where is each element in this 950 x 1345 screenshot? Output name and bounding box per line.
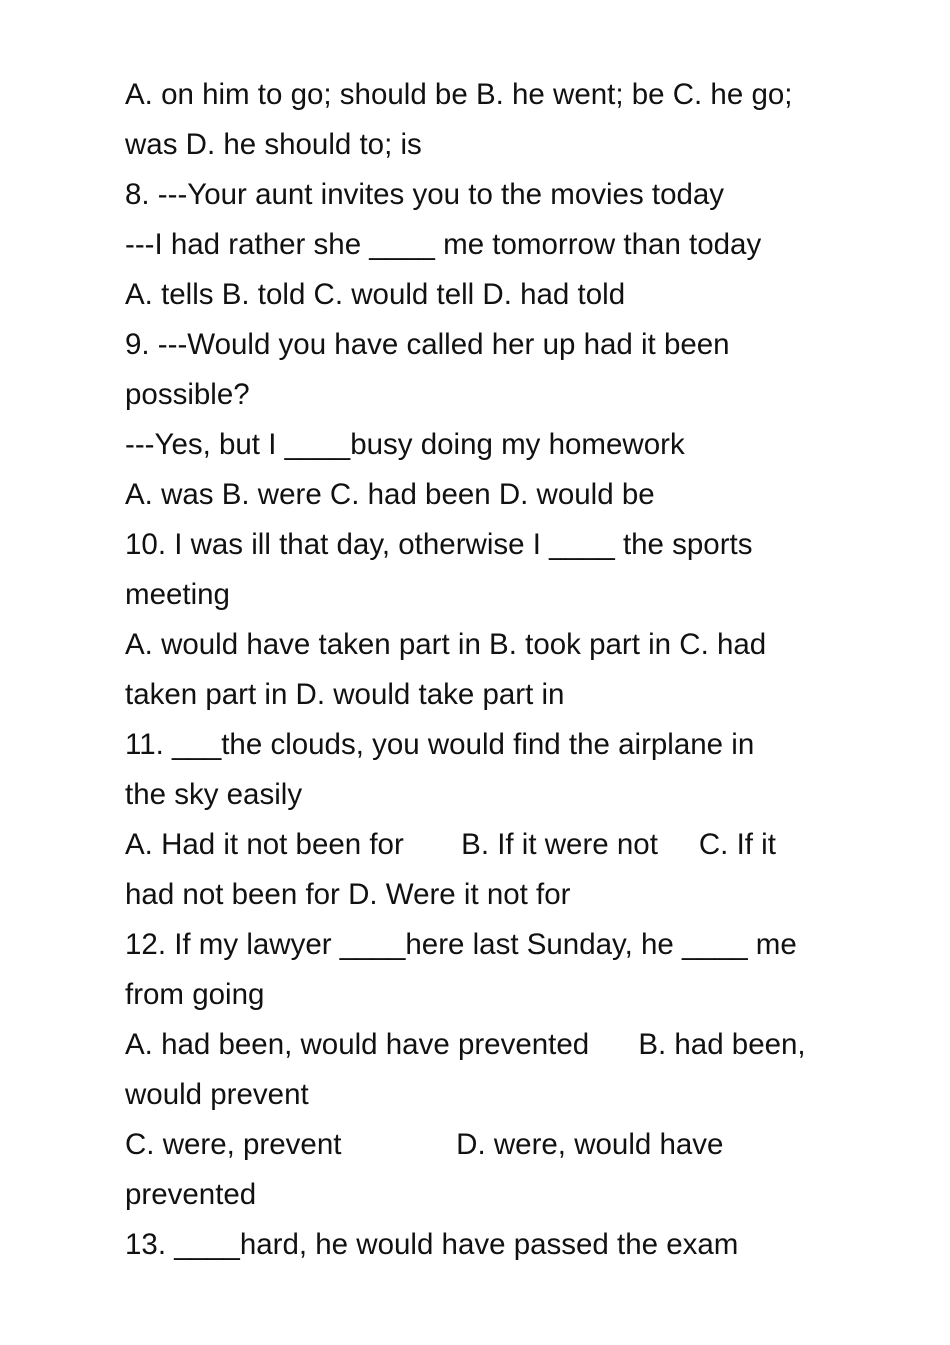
question-8: 8. ---Your aunt invites you to the movies today bbox=[125, 178, 725, 211]
text-line: prevented bbox=[125, 1178, 257, 1211]
options-11: A. Had it not been for B. If it were not C. If it bbox=[125, 828, 776, 861]
text-line: from going bbox=[125, 978, 265, 1011]
text-line: C. were, prevent D. were, would have bbox=[125, 1128, 724, 1161]
document-text bbox=[125, 70, 865, 1270]
text-line: ---Yes, but I ____busy doing my homework bbox=[125, 428, 685, 461]
question-10: 10. I was ill that day, otherwise I ____ the sports bbox=[125, 528, 753, 561]
text-line: would prevent bbox=[125, 1078, 309, 1111]
text-line: had not been for D. Were it not for bbox=[125, 878, 571, 911]
options-10: A. would have taken part in B. took part in C. had bbox=[125, 628, 767, 661]
options-8: A. tells B. told C. would tell D. had told bbox=[125, 278, 626, 311]
text-line: meeting bbox=[125, 578, 230, 611]
options-9: A. was B. were C. had been D. would be bbox=[125, 478, 655, 511]
text-line: A. on him to go; should be B. he went; be C. he go; bbox=[125, 78, 793, 111]
text-line: the sky easily bbox=[125, 778, 303, 811]
text-line: ---I had rather she ____ me tomorrow than today bbox=[125, 228, 762, 261]
options-12: A. had been, would have prevented B. had been, bbox=[125, 1028, 806, 1061]
question-11: 11. ___the clouds, you would find the airplane in bbox=[125, 728, 755, 761]
question-12: 12. If my lawyer ____here last Sunday, he ____ me bbox=[125, 928, 797, 961]
question-9: 9. ---Would you have called her up had it been bbox=[125, 328, 730, 361]
text-line: taken part in D. would take part in bbox=[125, 678, 565, 711]
text-line: possible? bbox=[125, 378, 250, 411]
text-line: was D. he should to; is bbox=[125, 128, 422, 161]
question-13: 13. ____hard, he would have passed the exam bbox=[125, 1228, 739, 1261]
